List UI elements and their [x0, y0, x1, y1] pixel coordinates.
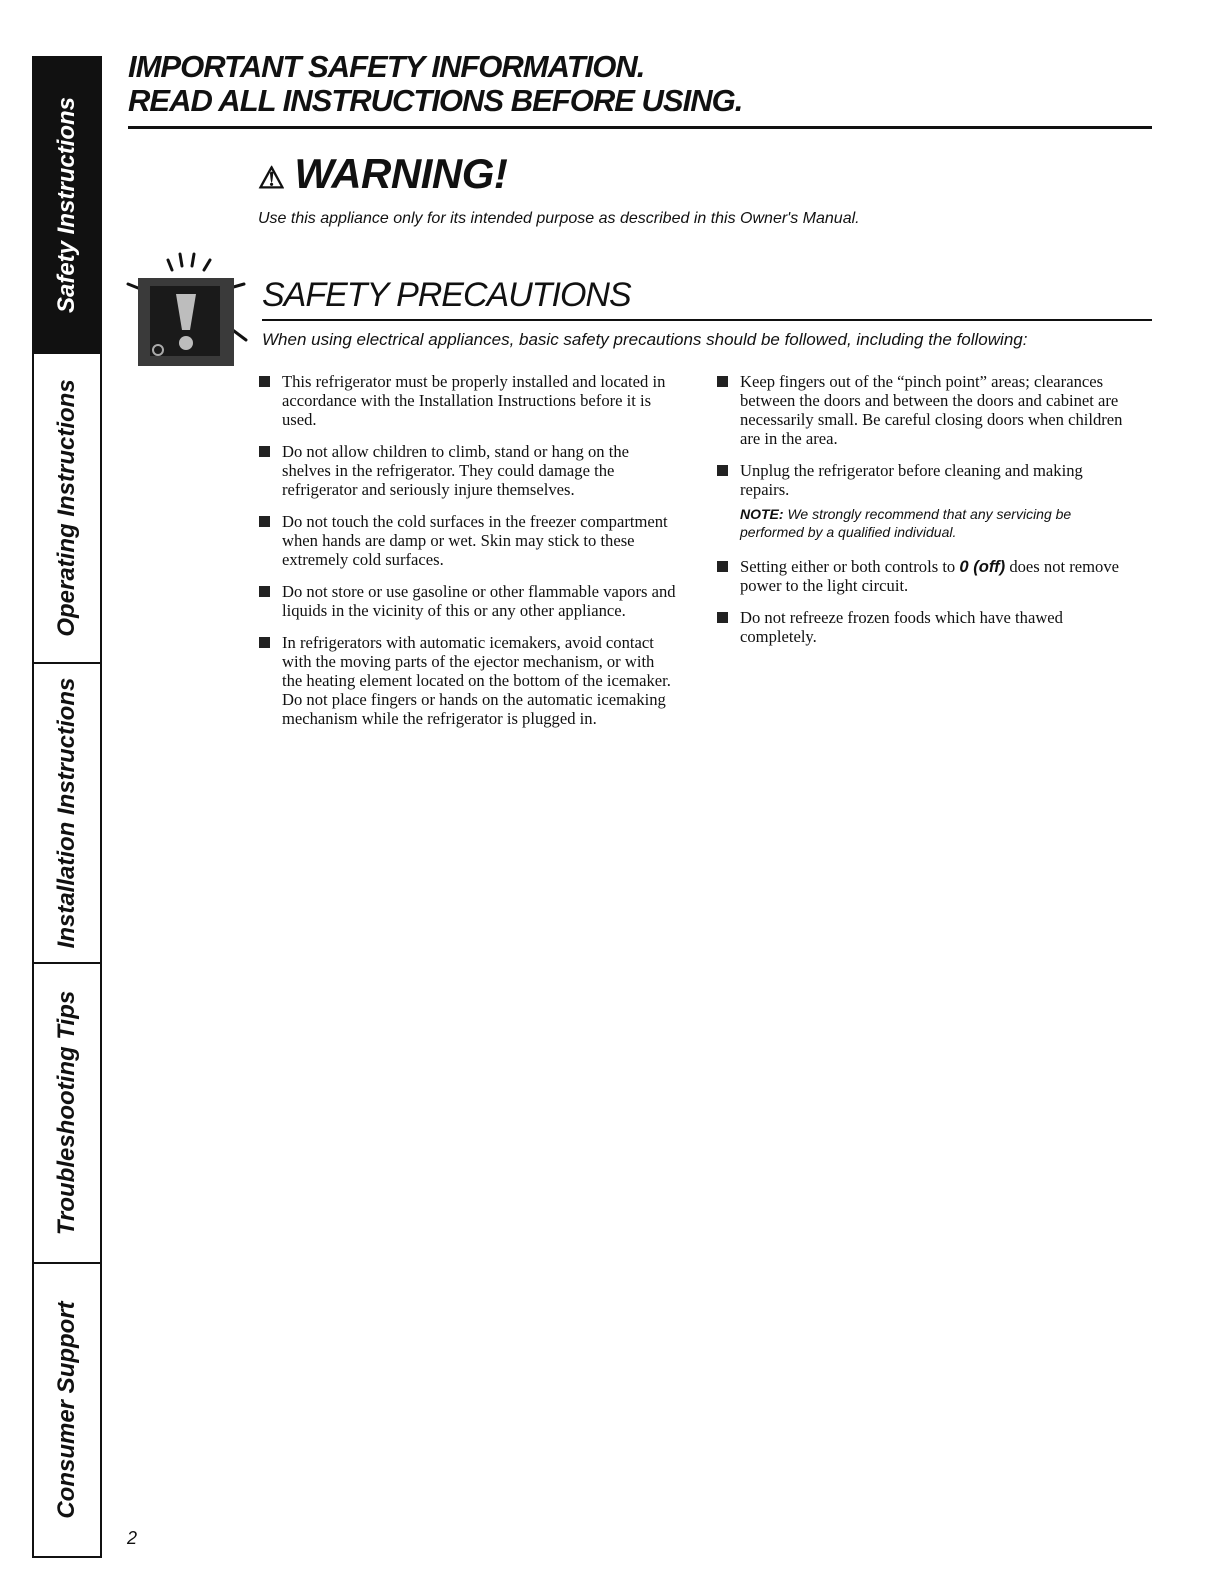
- safety-precautions-subtitle: When using electrical appliances, basic safety precautions should be followed, including the following:: [262, 330, 1028, 349]
- bullet-square-icon: [717, 376, 728, 387]
- list-item: Unplug the refrigerator before cleaning and making repairs.: [716, 461, 1136, 499]
- page-header: [128, 50, 1152, 129]
- tab-troubleshooting-tips[interactable]: [34, 964, 100, 1264]
- bullet-square-icon: [259, 376, 270, 387]
- list-item: Setting either or both controls to 0 (off) does not remove power to the light circuit.: [716, 557, 1136, 595]
- tab-label: Consumer Support: [53, 1301, 80, 1519]
- list-item: In refrigerators with automatic icemakers, avoid contact with the moving parts of the ejector mechanism, or with the heating element located on the bottom of the icemaker. Do not place fingers or hands on the automatic icemaking mechanism while the refrigerator is plugged in.: [258, 633, 678, 728]
- precautions-right-column: [716, 372, 1136, 659]
- tab-label: Safety Instructions: [53, 96, 80, 314]
- servicing-note: [716, 505, 1136, 541]
- list-item: Do not refreeze frozen foods which have thawed completely.: [716, 608, 1136, 646]
- tab-label: Operating Instructions: [53, 379, 80, 637]
- tab-safety-instructions[interactable]: [34, 58, 100, 354]
- warning-title: [258, 150, 507, 198]
- list-item: Do not touch the cold surfaces in the freezer compartment when hands are damp or wet. Skin may stick to these extremely cold surfaces.: [258, 512, 678, 569]
- header-line-2: READ ALL INSTRUCTIONS BEFORE USING.: [128, 83, 743, 118]
- header-line-1: IMPORTANT SAFETY INFORMATION.: [128, 49, 645, 84]
- note-text: We strongly recommend that any servicing be performed by a qualified individual.: [740, 506, 1072, 540]
- warning-text: Use this appliance only for its intended purpose as described in this Owner's Manual.: [258, 210, 860, 227]
- note-label: NOTE:: [740, 506, 784, 522]
- tab-installation-instructions[interactable]: [34, 664, 100, 964]
- list-item: Do not allow children to climb, stand or hang on the shelves in the refrigerator. They could damage the refrigerator and seriously injure themselves.: [258, 442, 678, 499]
- bullet-square-icon: [259, 516, 270, 527]
- safety-precautions-title: SAFETY PRECAUTIONS: [262, 276, 631, 314]
- bullet-square-icon: [259, 586, 270, 597]
- tab-label: Troubleshooting Tips: [53, 990, 80, 1236]
- section-tabs: [32, 56, 102, 1558]
- bullet-square-icon: [259, 446, 270, 457]
- list-item: Do not store or use gasoline or other flammable vapors and liquids in the vicinity of this or any other appliance.: [258, 582, 678, 620]
- list-item: Keep fingers out of the “pinch point” areas; clearances between the doors and between the doors and cabinet are necessarily small. Be careful closing doors when children are in the area.: [716, 372, 1136, 448]
- warning-title-text: WARNING!: [294, 150, 508, 197]
- tab-consumer-support[interactable]: [34, 1264, 100, 1556]
- divider: [262, 319, 1152, 321]
- precautions-left-column: [258, 372, 678, 741]
- list-item: This refrigerator must be properly installed and located in accordance with the Installation Instructions before it is used.: [258, 372, 678, 429]
- warning-triangle-icon: ⚠: [258, 162, 285, 195]
- tab-operating-instructions[interactable]: [34, 354, 100, 664]
- bullet-square-icon: [717, 561, 728, 572]
- exclamation-burst-icon: [118, 248, 258, 368]
- bullet-square-icon: [717, 612, 728, 623]
- bullet-square-icon: [717, 465, 728, 476]
- page-number: 2: [127, 1528, 138, 1548]
- bullet-square-icon: [259, 637, 270, 648]
- tab-label: Installation Instructions: [53, 677, 80, 949]
